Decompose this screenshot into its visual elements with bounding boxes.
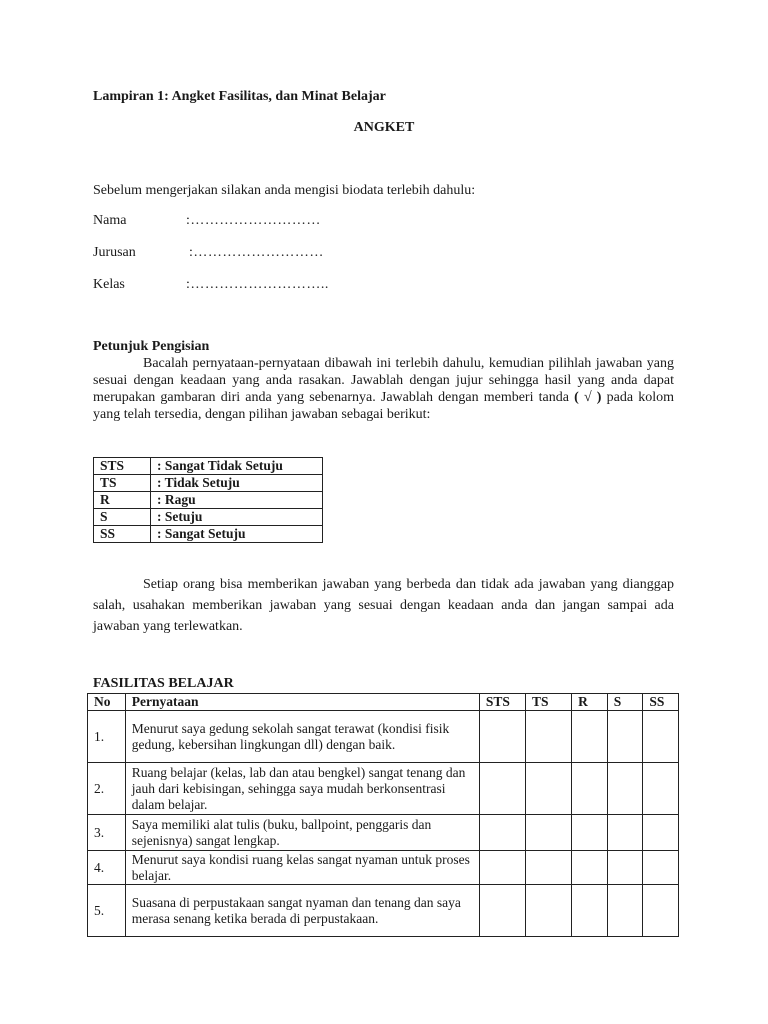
answer-cell-s[interactable] — [607, 763, 643, 815]
major-blank: :……………………… — [189, 245, 324, 260]
answer-cell-sts[interactable] — [479, 851, 525, 885]
major-label: Jurusan — [93, 245, 136, 260]
legend-row — [94, 526, 323, 543]
header-no: No — [88, 694, 126, 711]
legend-meaning: : Sangat Setuju — [151, 526, 323, 543]
answer-cell-sts[interactable] — [479, 711, 525, 763]
instructions-text-after: pada kolom yang telah tersedia, dengan pilihan jawaban sebagai berikut: — [93, 390, 675, 422]
answer-cell-ts[interactable] — [525, 763, 571, 815]
instructions-text — [93, 355, 674, 423]
answer-cell-ss[interactable] — [643, 851, 679, 885]
document-title: ANGKET — [353, 120, 415, 135]
answer-cell-ss[interactable] — [643, 763, 679, 815]
header-r: R — [572, 694, 608, 711]
legend-row — [94, 509, 323, 526]
row-statement: Menurut saya gedung sekolah sangat terawat (kondisi fisik gedung, kebersihan lingkungan dll) dengan baik. — [125, 711, 479, 763]
legend-meaning: : Tidak Setuju — [151, 475, 323, 492]
legend-row — [94, 492, 323, 509]
legend-code: TS — [94, 475, 151, 492]
answer-cell-ts[interactable] — [525, 711, 571, 763]
row-statement: Ruang belajar (kelas, lab dan atau bengkel) sangat tenang dan jauh dari kebisingan, sehingga saya mudah berkonsentrasi dalam belajar. — [125, 763, 479, 815]
table-row — [88, 711, 679, 763]
answer-cell-ts[interactable] — [525, 885, 571, 937]
intro-text: Sebelum mengerjakan silakan anda mengisi biodata terlebih dahulu: — [93, 183, 476, 198]
legend-meaning: : Sangat Tidak Setuju — [151, 458, 323, 475]
class-label: Kelas — [93, 277, 125, 292]
row-statement: Saya memiliki alat tulis (buku, ballpoint, penggaris dan sejenisnya) sangat lengkap. — [125, 815, 479, 851]
answer-cell-r[interactable] — [572, 711, 608, 763]
header-ts: TS — [525, 694, 571, 711]
legend-row — [94, 475, 323, 492]
row-number: 4. — [88, 851, 126, 885]
answer-cell-s[interactable] — [607, 815, 643, 851]
answer-cell-ss[interactable] — [643, 711, 679, 763]
header-sts: STS — [479, 694, 525, 711]
answer-cell-sts[interactable] — [479, 885, 525, 937]
row-number: 3. — [88, 815, 126, 851]
answer-cell-s[interactable] — [607, 851, 643, 885]
name-label: Nama — [93, 213, 127, 228]
note-text: Setiap orang bisa memberikan jawaban yang berbeda dan tidak ada jawaban yang dianggap salah, usahakan memberikan jawaban yang sesuai dengan keadaan anda dan jangan sampai ada jawaban yang terlewatkan. — [93, 577, 674, 634]
legend-code: S — [94, 509, 151, 526]
row-statement: Menurut saya kondisi ruang kelas sangat nyaman untuk proses belajar. — [125, 851, 479, 885]
answer-cell-ts[interactable] — [525, 815, 571, 851]
table-row — [88, 763, 679, 815]
answer-cell-r[interactable] — [572, 851, 608, 885]
appendix-heading: Lampiran 1: Angket Fasilitas, dan Minat Belajar — [93, 89, 386, 104]
answer-cell-s[interactable] — [607, 711, 643, 763]
answer-cell-r[interactable] — [572, 763, 608, 815]
instructions-text-main: Bacalah pernyataan-pernyataan dibawah ini terlebih dahulu, kemudian pilihlah jawaban yang sesuai dengan keadaan yang anda rasakan. Jawablah dengan jujur sehingga hasil yang anda dapat merupakan gambaran diri anda yang sebenarnya. Jawablah dengan memberi tanda — [93, 356, 674, 405]
answer-cell-s[interactable] — [607, 885, 643, 937]
answer-cell-r[interactable] — [572, 885, 608, 937]
legend-meaning: : Setuju — [151, 509, 323, 526]
answer-cell-ss[interactable] — [643, 815, 679, 851]
legend-code: SS — [94, 526, 151, 543]
class-blank: :……………………….. — [186, 277, 329, 292]
answer-legend-table — [93, 457, 323, 543]
table-row — [88, 815, 679, 851]
instructions-title: Petunjuk Pengisian — [93, 339, 210, 354]
check-mark-symbol: ( √ ) — [574, 390, 602, 405]
row-number: 1. — [88, 711, 126, 763]
answer-cell-ss[interactable] — [643, 885, 679, 937]
answer-cell-ts[interactable] — [525, 851, 571, 885]
answer-cell-sts[interactable] — [479, 763, 525, 815]
questionnaire-table — [87, 693, 679, 937]
header-ss: SS — [643, 694, 679, 711]
legend-code: R — [94, 492, 151, 509]
header-s: S — [607, 694, 643, 711]
note-paragraph — [93, 574, 674, 637]
answer-cell-sts[interactable] — [479, 815, 525, 851]
table-row — [88, 885, 679, 937]
header-statement: Pernyataan — [125, 694, 479, 711]
section-title: FASILITAS BELAJAR — [93, 676, 234, 691]
name-blank: :……………………… — [186, 213, 321, 228]
table-header-row — [88, 694, 679, 711]
legend-meaning: : Ragu — [151, 492, 323, 509]
legend-row — [94, 458, 323, 475]
row-number: 5. — [88, 885, 126, 937]
row-number: 2. — [88, 763, 126, 815]
legend-code: STS — [94, 458, 151, 475]
table-row — [88, 851, 679, 885]
row-statement: Suasana di perpustakaan sangat nyaman dan tenang dan saya merasa senang ketika berada di perpustakaan. — [125, 885, 479, 937]
answer-cell-r[interactable] — [572, 815, 608, 851]
